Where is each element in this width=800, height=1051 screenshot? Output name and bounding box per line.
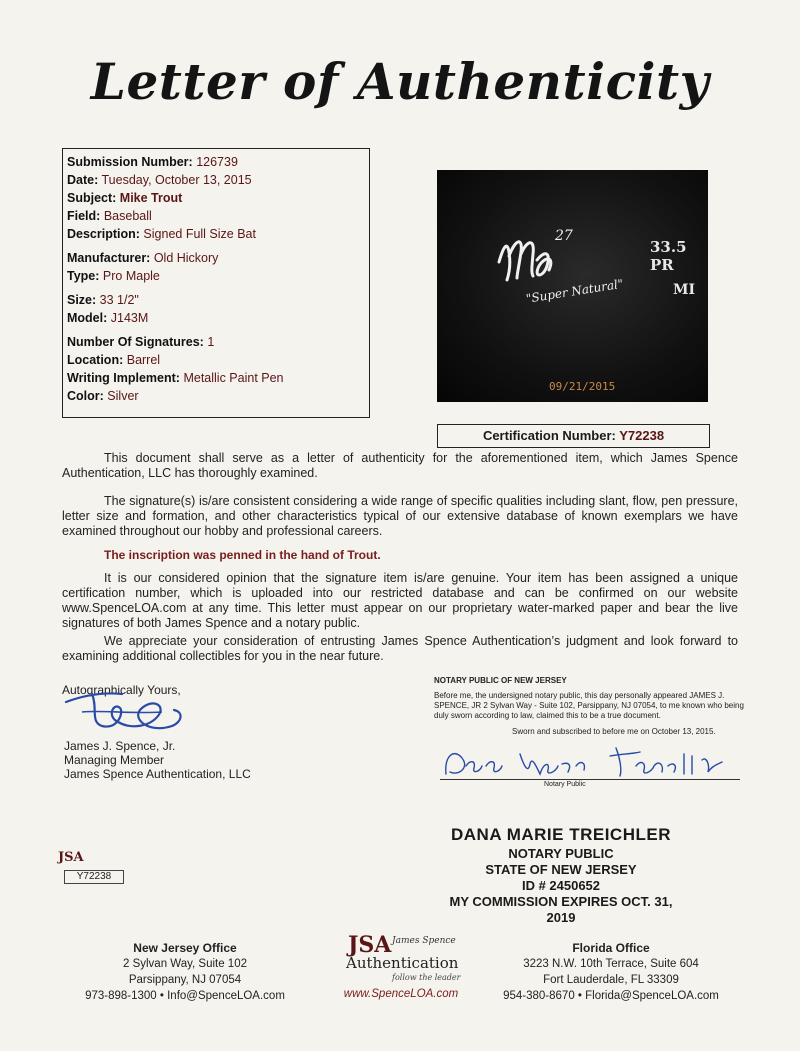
implement-row [67, 369, 365, 387]
jsa-footer-logo [336, 932, 466, 1002]
submission-row [67, 153, 365, 171]
fl-office-block [486, 940, 736, 1004]
paragraph-opinion: It is our considered opinion that the signature item is/are genuine. Your item has been assigned a unique certification number, which is uploaded into our restricted database and can be confirmed on our website www.SpenceLOA.com at any time. This letter must appear on our proprietary water-marked paper and bear the live signatures of both James Spence and a notary public. [62, 571, 738, 630]
bat-barrel-model-text: MI [673, 282, 696, 298]
signer-role: Managing Member [64, 753, 165, 767]
notary-signature-label: Notary Public [544, 781, 586, 788]
footer-tagline: follow the leader [392, 973, 461, 982]
size-value: 33 1/2" [99, 293, 139, 307]
date-row [67, 171, 365, 189]
subject-value: Mike Trout [119, 191, 183, 205]
nj-office-address-2: Parsippany, NJ 07054 [128, 974, 242, 986]
submission-label: Submission Number: [67, 155, 193, 169]
spence-signature-image [62, 682, 192, 742]
description-row [67, 225, 365, 243]
date-label: Date: [67, 173, 99, 187]
location-value: Barrel [126, 353, 161, 367]
stamp-id: ID # 2450652 [521, 878, 601, 893]
model-row [67, 309, 365, 327]
manufacturer-value: Old Hickory [153, 251, 219, 265]
field-label: Field: [67, 209, 101, 223]
paragraph-intro: This document shall serve as a letter of authenticity for the aforementioned item, which James Spence Authentication, LLC has thoroughly examined. [62, 451, 738, 480]
footer-james-spence-text: James Spence [392, 936, 456, 946]
closing-salutation: Autographically Yours, [62, 683, 181, 697]
stamp-expires: MY COMMISSION EXPIRES OCT. 31, 2019 [449, 894, 673, 925]
manufacturer-label: Manufacturer: [67, 251, 151, 265]
paragraph-signature-analysis: The signature(s) is/are consistent considering a wide range of specific qualities including slant, flow, pen pressure, letter size and formation, and other characteristics typical of our extensive database of known exemplars we have examined throughout our hobby and professional careers. [62, 494, 738, 538]
signatures-value: 1 [207, 335, 215, 349]
signatures-label: Number Of Signatures: [67, 335, 204, 349]
implement-value: Metallic Paint Pen [183, 371, 284, 385]
jsa-seal-cert-number: Y72238 [64, 870, 124, 884]
fl-office-address-2: Fort Lauderdale, FL 33309 [543, 974, 679, 986]
nj-office-title: New Jersey Office [133, 941, 237, 955]
footer-website: www.SpenceLOA.com [343, 988, 459, 1000]
signer-company: James Spence Authentication, LLC [64, 767, 251, 781]
certification-box [437, 424, 710, 448]
size-row [67, 291, 365, 309]
fl-office-contact: 954-380-8670 • Florida@SpenceLOA.com [503, 990, 719, 1002]
location-row [67, 351, 365, 369]
bat-barrel-text: 33.5 PR [650, 238, 687, 274]
signer-block [64, 739, 251, 781]
model-value: J143M [110, 311, 149, 325]
type-value: Pro Maple [102, 269, 160, 283]
photo-inscription: "Super Natural" [525, 276, 625, 306]
paragraph-closing: We appreciate your consideration of entrusting James Spence Authentication’s judgment and look forward to examining additional collectibles for you in the near future. [62, 634, 738, 663]
location-label: Location: [67, 353, 124, 367]
color-label: Color: [67, 389, 104, 403]
jsa-seal-sticker [50, 848, 143, 888]
description-label: Description: [67, 227, 140, 241]
description-value: Signed Full Size Bat [143, 227, 256, 241]
stamp-state: STATE OF NEW JERSEY [485, 862, 637, 877]
color-value: Silver [107, 389, 139, 403]
date-value: Tuesday, October 13, 2015 [101, 173, 252, 187]
field-row [67, 207, 365, 225]
photo-date-stamp: 09/21/2015 [549, 380, 616, 393]
stamp-name: DANA MARIE TREICHLER [451, 825, 671, 844]
color-row [67, 387, 365, 405]
nj-office-address-1: 2 Sylvan Way, Suite 102 [122, 958, 247, 970]
nj-office-block [70, 940, 300, 1004]
notary-statement: Before me, the undersigned notary public, this day personally appeared JAMES J. SPENCE, JR 2 Sylvan Way - Suite 102, Parsippany, NJ 07054, to me known who being duly sworn according to law, claimed this to be a true document. [434, 691, 744, 720]
notary-stamp [436, 824, 686, 926]
jsa-seal-logo: JSA [58, 850, 84, 865]
subject-label: Subject: [67, 191, 117, 205]
notary-signature-image [440, 736, 740, 780]
item-photo [437, 170, 708, 402]
type-label: Type: [67, 269, 100, 283]
fl-office-address-1: 3223 N.W. 10th Terrace, Suite 604 [523, 958, 699, 970]
signer-name: James J. Spence, Jr. [64, 739, 176, 753]
certification-value: Y72238 [619, 428, 665, 443]
footer-authentication-text: Authentication [346, 954, 459, 972]
size-label: Size: [67, 293, 97, 307]
item-info-box [62, 148, 370, 418]
fl-office-title: Florida Office [572, 941, 650, 955]
certification-label: Certification Number: [482, 428, 616, 443]
type-row [67, 267, 365, 285]
footer-jsa-text: JSA [348, 932, 392, 958]
jersey-number-inscription: 27 [555, 228, 573, 244]
implement-label: Writing Implement: [67, 371, 180, 385]
nj-office-contact: 973-898-1300 • Info@SpenceLOA.com [85, 990, 285, 1002]
notary-signature-line [440, 779, 740, 780]
model-label: Model: [67, 311, 108, 325]
page-title: Letter of Authenticity [90, 52, 710, 111]
signatures-row [67, 333, 365, 351]
notary-heading: NOTARY PUBLIC OF NEW JERSEY [434, 676, 567, 685]
submission-value: 126739 [196, 155, 238, 169]
inscription-note: The inscription was penned in the hand of Trout. [104, 548, 381, 562]
subject-row [67, 189, 365, 207]
manufacturer-row [67, 249, 365, 267]
notary-sworn-date: Sworn and subscribed to before me on October 13, 2015. [512, 727, 716, 736]
stamp-title: NOTARY PUBLIC [508, 846, 614, 861]
field-value: Baseball [103, 209, 152, 223]
